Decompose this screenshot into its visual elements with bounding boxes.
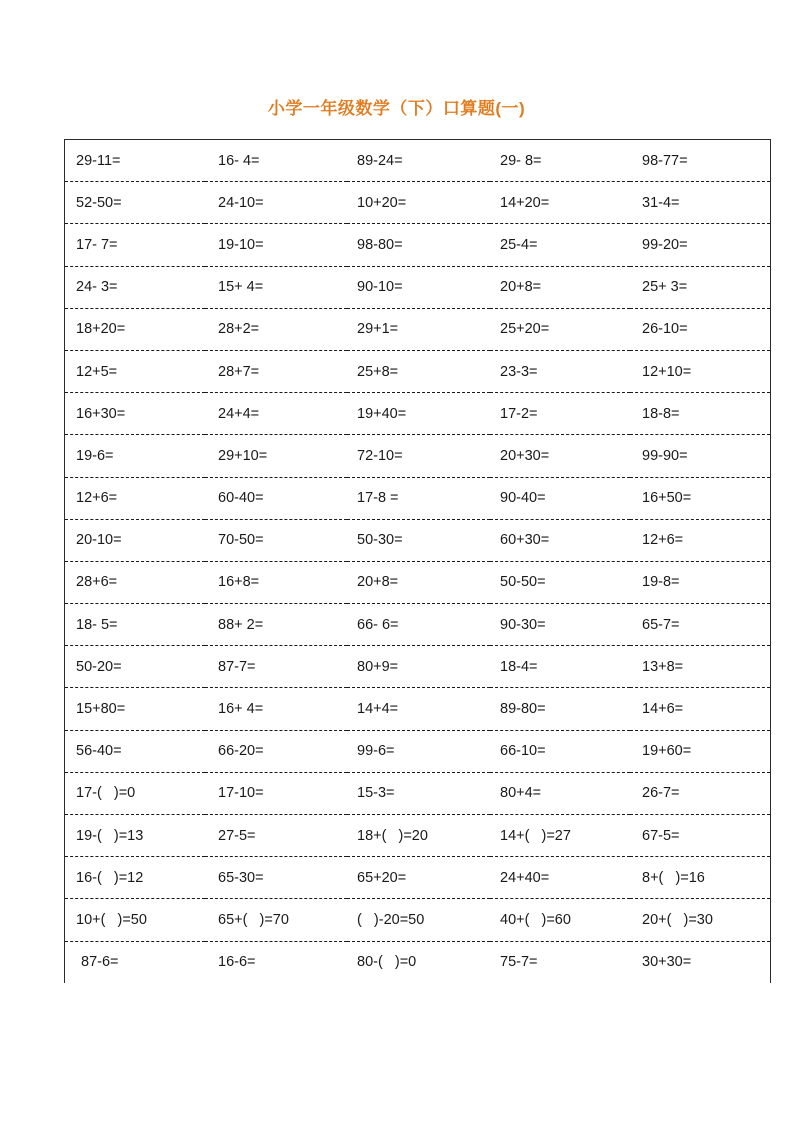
problem-cell[interactable]: 28+7= <box>218 363 260 380</box>
problem-cell[interactable]: 27-5= <box>218 827 256 844</box>
problem-cell[interactable]: 19-6= <box>76 447 114 464</box>
problems-table-body <box>65 140 771 984</box>
table-row <box>65 604 771 646</box>
problem-cell[interactable]: 65-7= <box>642 616 680 633</box>
problem-cell[interactable]: 99-90= <box>642 447 688 464</box>
problem-cell[interactable]: 56-40= <box>76 743 122 760</box>
problem-cell[interactable]: 67-5= <box>642 827 680 844</box>
table-row <box>65 857 771 899</box>
problem-cell[interactable]: 89-24= <box>357 152 403 169</box>
problem-cell[interactable]: 14+20= <box>500 194 550 211</box>
problem-cell[interactable]: 20+( )=30 <box>642 911 713 928</box>
table-row <box>65 435 771 477</box>
problem-cell[interactable]: 25+ 3= <box>642 279 688 296</box>
table-row <box>65 815 771 857</box>
problem-cell[interactable]: 19-( )=13 <box>76 827 144 844</box>
problem-cell[interactable]: 19-10= <box>218 236 264 253</box>
problem-cell[interactable]: 16+30= <box>76 405 126 422</box>
problem-cell[interactable]: 17-( )=0 <box>76 785 136 802</box>
problem-cell[interactable]: 50-50= <box>500 574 546 591</box>
table-row <box>65 646 771 688</box>
problem-cell[interactable]: 12+5= <box>76 363 118 380</box>
problem-cell[interactable]: 52-50= <box>76 194 122 211</box>
problem-cell[interactable]: 72-10= <box>357 447 403 464</box>
problem-cell[interactable]: 10+20= <box>357 194 407 211</box>
problem-cell[interactable]: 88+ 2= <box>218 616 264 633</box>
problems-table <box>64 139 771 983</box>
problem-cell[interactable]: 25+20= <box>500 321 550 338</box>
problem-cell[interactable]: 24+40= <box>500 869 550 886</box>
problem-cell[interactable]: 30+30= <box>642 954 692 971</box>
problem-cell[interactable]: 26-7= <box>642 785 680 802</box>
problem-cell[interactable]: 70-50= <box>218 532 264 549</box>
problem-cell[interactable]: 99-20= <box>642 236 688 253</box>
problem-cell[interactable]: 80+4= <box>500 785 542 802</box>
problem-cell[interactable]: 29-11= <box>76 152 121 169</box>
problem-cell[interactable]: 20+30= <box>500 447 550 464</box>
problem-cell[interactable]: 15+80= <box>76 701 126 718</box>
problem-cell[interactable]: 98-77= <box>642 152 688 169</box>
problem-cell[interactable]: 25-4= <box>500 236 538 253</box>
table-row <box>65 140 771 182</box>
table-row <box>65 477 771 519</box>
table-row <box>65 561 771 603</box>
problem-cell[interactable]: 50-30= <box>357 532 403 549</box>
problem-cell[interactable]: 90-30= <box>500 616 546 633</box>
table-row <box>65 224 771 266</box>
problem-cell[interactable]: 65+( )=70 <box>218 911 289 928</box>
problem-cell[interactable]: 29- 8= <box>500 152 542 169</box>
problem-cell[interactable]: 10+( )=50 <box>76 911 147 928</box>
table-row <box>65 266 771 308</box>
problem-cell[interactable]: 66-20= <box>218 743 264 760</box>
problem-cell[interactable]: 40+( )=60 <box>500 911 571 928</box>
problem-cell[interactable]: 14+( )=27 <box>500 827 571 844</box>
problem-cell[interactable]: 18+20= <box>76 321 126 338</box>
problem-cell[interactable]: 87-6= <box>81 954 119 971</box>
problem-cell[interactable]: 8+( )=16 <box>642 869 705 886</box>
problem-cell[interactable]: 87-7= <box>218 658 256 675</box>
problem-cell[interactable]: 16- 4= <box>218 152 260 169</box>
problem-cell[interactable]: 23-3= <box>500 363 538 380</box>
problem-cell[interactable]: 16+50= <box>642 490 692 507</box>
problem-cell[interactable]: 28+2= <box>218 321 260 338</box>
problem-cell[interactable]: 31-4= <box>642 194 680 211</box>
problem-cell[interactable]: 50-20= <box>76 658 122 675</box>
table-row <box>65 899 771 941</box>
problem-cell[interactable]: 29+10= <box>218 447 268 464</box>
problem-cell[interactable]: 18+( )=20 <box>357 827 428 844</box>
problem-cell[interactable]: 66-10= <box>500 743 546 760</box>
problem-cell[interactable]: 98-80= <box>357 236 403 253</box>
problem-cell[interactable]: 19+60= <box>642 743 692 760</box>
problem-cell[interactable]: 90-40= <box>500 490 546 507</box>
problem-cell[interactable]: 20-10= <box>76 532 122 549</box>
table-row <box>65 730 771 772</box>
problem-cell[interactable]: 16-( )=12 <box>76 869 144 886</box>
problem-cell[interactable]: 24+4= <box>218 405 260 422</box>
problem-cell[interactable]: 12+6= <box>642 532 684 549</box>
problem-cell[interactable]: 75-7= <box>500 954 538 971</box>
problem-cell[interactable]: 19+40= <box>357 405 407 422</box>
problem-cell[interactable]: 18-8= <box>642 405 680 422</box>
problem-cell[interactable]: 14+6= <box>642 701 684 718</box>
problem-cell[interactable]: 15-3= <box>357 785 395 802</box>
table-row <box>65 350 771 392</box>
table-row <box>65 519 771 561</box>
problem-cell[interactable]: 14+4= <box>357 701 399 718</box>
table-row <box>65 688 771 730</box>
problem-cell[interactable]: 18-4= <box>500 658 538 675</box>
problem-cell[interactable]: 60+30= <box>500 532 550 549</box>
problem-cell[interactable]: 12+6= <box>76 490 118 507</box>
problem-cell[interactable]: 15+ 4= <box>218 279 264 296</box>
problem-cell[interactable]: 65-30= <box>218 869 264 886</box>
problem-cell[interactable]: 16+ 4= <box>218 701 264 718</box>
problem-cell[interactable]: 20+8= <box>500 279 542 296</box>
problem-cell[interactable]: 17-8 = <box>357 490 399 507</box>
problem-cell[interactable]: 17- 7= <box>76 236 118 253</box>
problem-cell[interactable]: 89-80= <box>500 701 546 718</box>
table-row <box>65 182 771 224</box>
problem-cell[interactable]: 24- 3= <box>76 279 118 296</box>
problem-cell[interactable]: 13+8= <box>642 658 684 675</box>
problem-cell[interactable]: ( )-20=50 <box>357 911 425 928</box>
problem-cell[interactable]: 24-10= <box>218 194 264 211</box>
problem-cell[interactable]: 16-6= <box>218 954 256 971</box>
problem-cell[interactable]: 20+8= <box>357 574 399 591</box>
problem-cell[interactable]: 28+6= <box>76 574 118 591</box>
problem-cell[interactable]: 29+1= <box>357 321 399 338</box>
problem-cell[interactable]: 19-8= <box>642 574 680 591</box>
problem-cell[interactable]: 25+8= <box>357 363 399 380</box>
table-row <box>65 308 771 350</box>
problem-cell[interactable]: 60-40= <box>218 490 264 507</box>
page-title: 小学一年级数学（下）口算题(一) <box>267 99 526 118</box>
problem-cell[interactable]: 90-10= <box>357 279 403 296</box>
table-row <box>65 941 771 983</box>
table-row <box>65 393 771 435</box>
problem-cell[interactable]: 17-2= <box>500 405 538 422</box>
problem-cell[interactable]: 80+9= <box>357 658 399 675</box>
problem-cell[interactable]: 17-10= <box>218 785 264 802</box>
problem-cell[interactable]: 16+8= <box>218 574 260 591</box>
problem-cell[interactable]: 99-6= <box>357 743 395 760</box>
problem-cell[interactable]: 18- 5= <box>76 616 118 633</box>
problem-cell[interactable]: 26-10= <box>642 321 688 338</box>
problem-cell[interactable]: 66- 6= <box>357 616 399 633</box>
problem-cell[interactable]: 80-( )=0 <box>357 954 417 971</box>
table-row <box>65 772 771 814</box>
problem-cell[interactable]: 12+10= <box>642 363 692 380</box>
problem-cell[interactable]: 65+20= <box>357 869 407 886</box>
